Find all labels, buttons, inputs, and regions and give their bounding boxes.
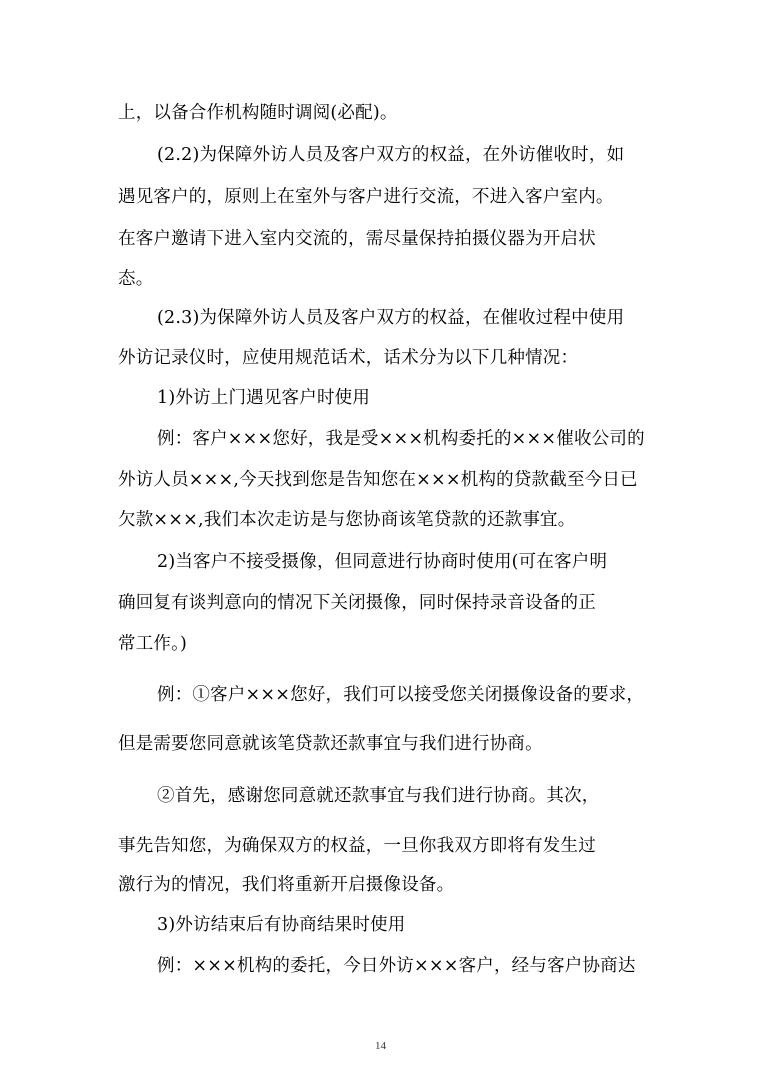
text-line: 例：×××机构的委托，今日外访×××客户，经与客户协商达 xyxy=(157,956,636,976)
text-line: 例：①客户×××您好，我们可以接受您关闭摄像设备的要求， xyxy=(157,685,645,705)
page-number: 14 xyxy=(375,1040,386,1052)
text-line: (2.3)为保障外访人员及客户双方的权益，在催收过程中使用 xyxy=(157,308,625,328)
text-line: ②首先，感谢您同意就还款事宜与我们进行协商。其次， xyxy=(157,786,600,806)
text-line: 3)外访结束后有协商结果时使用 xyxy=(157,915,406,935)
text-line: 但是需要您同意就该笔贷款还款事宜与我们进行协商。 xyxy=(118,734,543,754)
text-line: 1)外访上门遇见客户时使用 xyxy=(157,388,371,408)
text-line: 欠款×××,我们本次走访是与您协商该笔贷款的还款事宜。 xyxy=(118,510,576,530)
text-line: 例：客户×××您好，我是受×××机构委托的×××催收公司的 xyxy=(157,429,645,449)
text-line: 激行为的情况，我们将重新开启摄像设备。 xyxy=(118,875,455,895)
text-line: 上，以备合作机构随时调阅(必配)。 xyxy=(118,103,398,123)
text-line: 确回复有谈判意向的情况下关闭摄像，同时保持录音设备的正 xyxy=(118,593,596,613)
text-line: 在客户邀请下进入室内交流的，需尽量保持拍摄仪器为开启状 xyxy=(118,229,596,249)
text-line: 常工作。) xyxy=(118,634,188,654)
text-line: (2.2)为保障外访人员及客户双方的权益，在外访催收时，如 xyxy=(157,145,625,165)
text-line: 外访记录仪时，应使用规范话术，话术分为以下几种情况： xyxy=(118,348,579,368)
text-line: 2)当客户不接受摄像，但同意进行协商时使用(可在客户明 xyxy=(157,552,608,572)
text-line: 遇见客户的，原则上在室外与客户进行交流，不进入客户室内。 xyxy=(118,187,614,207)
text-line: 态。 xyxy=(118,269,154,289)
text-line: 事先告知您，为确保双方的权益，一旦你我双方即将有发生过 xyxy=(118,836,596,856)
text-line: 外访人员×××,今天找到您是告知您在×××机构的贷款截至今日已 xyxy=(118,470,638,490)
